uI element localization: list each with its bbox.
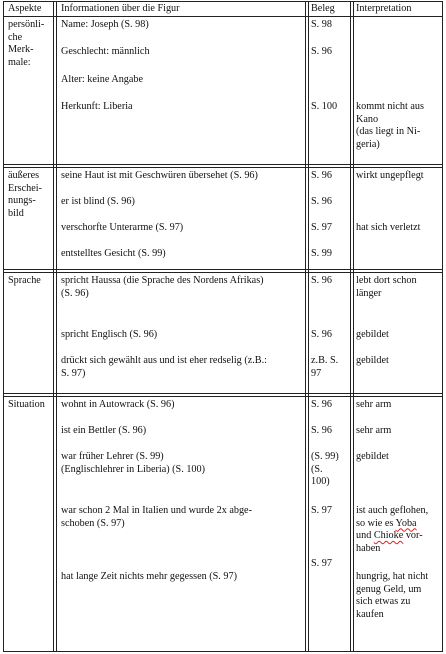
column-divider (350, 2, 351, 651)
header-divider (4, 16, 442, 17)
interpretation-cell: hat sich verletzt (356, 222, 421, 233)
column-divider (53, 2, 54, 651)
info-cell: Herkunft: Liberia (61, 101, 133, 112)
beleg-cell: z.B. S. 97 (311, 355, 339, 379)
info-cell: ist ein Bettler (S. 96) (61, 425, 147, 436)
info-cell: spricht Englisch (S. 96) (61, 329, 158, 340)
interpretation-cell (356, 505, 428, 555)
info-cell: Alter: keine Angabe (61, 74, 144, 85)
beleg-cell: S. 97 (311, 558, 332, 569)
info-cell: wohnt in Autowrack (S. 96) (61, 399, 175, 410)
beleg-cell: S. 96 (311, 329, 332, 340)
header-interpretation: Interpretation (356, 3, 412, 14)
beleg-cell: S. 96 (311, 275, 332, 286)
figure-analysis-table (3, 1, 443, 652)
beleg-cell: S. 99 (311, 248, 332, 259)
interpretation-text: und (356, 530, 372, 541)
interpretation-cell: gebildet (356, 329, 389, 340)
spellcheck-word-yoba: Yoba (395, 517, 417, 529)
header-aspects: Aspekte (8, 3, 42, 14)
column-divider (308, 2, 309, 651)
beleg-cell: S. 97 (311, 505, 332, 516)
column-divider (56, 2, 57, 651)
beleg-cell: (S. 99) (S. 100) (311, 451, 339, 487)
column-divider (353, 2, 354, 651)
beleg-cell: S. 96 (311, 196, 332, 207)
info-cell: war schon 2 Mal in Italien und wurde 2x abge- schoben (S. 97) (61, 505, 252, 529)
beleg-cell: S. 96 (311, 46, 332, 57)
info-cell: spricht Haussa (die Sprache des Nordens Afrikas) (S. 96) (61, 275, 264, 299)
info-cell: er ist blind (S. 96) (61, 196, 135, 207)
beleg-cell: S. 100 (311, 101, 338, 112)
beleg-cell: S. 97 (311, 222, 332, 233)
interpretation-text: ist auch geflohen, so wie es (356, 505, 429, 529)
beleg-cell: S. 98 (311, 19, 332, 30)
header-info: Informationen über die Figur (61, 3, 180, 14)
beleg-cell: S. 96 (311, 399, 332, 410)
header-beleg: Beleg (311, 3, 335, 14)
section-divider (4, 269, 442, 273)
info-cell: entstelltes Gesicht (S. 99) (61, 248, 166, 259)
info-cell: seine Haut ist mit Geschwüren übersehet (S. 96) (61, 170, 258, 181)
info-cell: drückt sich gewählt aus und ist eher redselig (z.B.: S. 97) (61, 355, 267, 379)
section-divider (4, 164, 442, 168)
section-divider (4, 393, 442, 397)
aspect-label: Sprache (8, 275, 41, 286)
info-cell: hat lange Zeit nichts mehr gegessen (S. 97) (61, 571, 237, 582)
aspect-label: Situation (8, 399, 45, 410)
column-divider (305, 2, 306, 651)
info-cell: Geschlecht: männlich (61, 46, 150, 57)
interpretation-cell: wirkt ungepflegt (356, 170, 424, 181)
beleg-cell: S. 96 (311, 170, 332, 181)
interpretation-cell: kommt nicht aus Kano (das liegt in Ni- geria) (356, 101, 424, 150)
interpretation-cell: gebildet (356, 355, 389, 366)
aspect-label: persönli- che Merk- male: (8, 19, 45, 68)
interpretation-cell: lebt dort schon länger (356, 275, 417, 299)
info-cell: Name: Joseph (S. 98) (61, 19, 149, 30)
beleg-cell: S. 96 (311, 425, 332, 436)
interpretation-text: vor- haben (356, 530, 423, 554)
interpretation-cell: sehr arm (356, 425, 392, 436)
aspect-label: äußeres Erschei- nungs- bild (8, 170, 42, 219)
interpretation-cell: gebildet (356, 451, 389, 462)
interpretation-cell: sehr arm (356, 399, 392, 410)
interpretation-cell: hungrig, hat nicht genug Geld, um sich etwas zu kaufen (356, 571, 429, 620)
spellcheck-word-chioke: Chioke (373, 530, 404, 541)
info-cell: verschorfte Unterarme (S. 97) (61, 222, 184, 233)
info-cell: war früher Lehrer (S. 99) (Englischlehrer in Liberia) (S. 100) (61, 451, 205, 475)
